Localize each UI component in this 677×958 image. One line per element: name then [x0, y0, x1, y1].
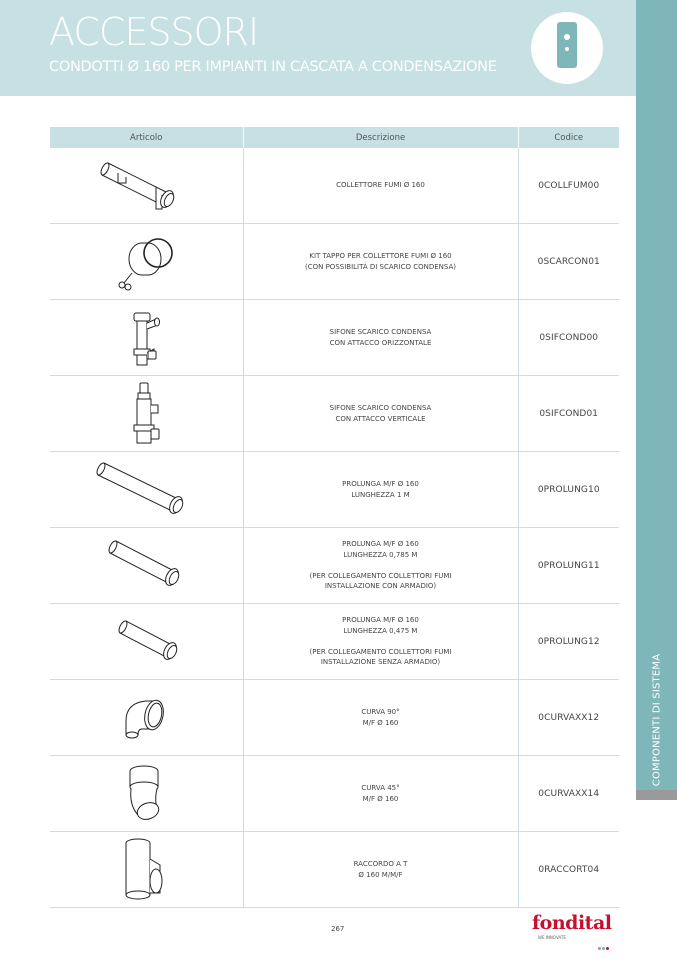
brand-dots-icon	[598, 935, 610, 954]
article-image-cell	[50, 756, 243, 832]
description-cell: COLLETTORE FUMI Ø 160	[243, 148, 518, 224]
code-cell: 0RACCORT04	[518, 832, 619, 908]
table-row	[50, 452, 619, 528]
article-image-cell	[50, 452, 243, 528]
siphon-horizontal-icon	[96, 303, 196, 373]
flue-collector-icon	[96, 151, 196, 221]
table-row	[50, 680, 619, 756]
article-image-cell	[50, 376, 243, 452]
extension-pipe-long-icon	[96, 455, 196, 525]
section-tab-label: COMPONENTI DI SISTEMA	[651, 653, 662, 787]
table-row	[50, 604, 619, 680]
page-number: 267	[331, 925, 345, 933]
boiler-unit-icon	[531, 12, 603, 84]
description-cell: CURVA 45° M/F Ø 160	[243, 756, 518, 832]
code-cell: 0PROLUNG11	[518, 528, 619, 604]
accessories-table	[50, 127, 619, 908]
article-image-cell	[50, 300, 243, 376]
page-title: ACCESSORI	[49, 10, 259, 54]
extension-pipe-medium-icon	[96, 531, 196, 601]
brand-logo	[532, 912, 612, 940]
code-cell: 0CURVAXX12	[518, 680, 619, 756]
extension-pipe-short-icon	[96, 607, 196, 677]
table-row	[50, 148, 619, 224]
code-cell: 0SIFCOND01	[518, 376, 619, 452]
brand-wordmark: fondital	[532, 912, 612, 934]
article-image-cell	[50, 528, 243, 604]
section-tab	[636, 650, 677, 790]
description-cell: RACCORDO A T Ø 160 M/M/F	[243, 832, 518, 908]
siphon-vertical-icon	[96, 379, 196, 449]
column-header-codice: Codice	[518, 127, 619, 148]
description-cell: PROLUNGA M/F Ø 160 LUNGHEZZA 1 M	[243, 452, 518, 528]
elbow-45-icon	[96, 759, 196, 829]
table-row	[50, 528, 619, 604]
code-cell: 0COLLFUM00	[518, 148, 619, 224]
sidebar-band-end	[636, 790, 677, 800]
code-cell: 0SCARCON01	[518, 224, 619, 300]
code-cell: 0PROLUNG10	[518, 452, 619, 528]
page-header	[0, 0, 636, 96]
page-subtitle: CONDOTTI Ø 160 PER IMPIANTI IN CASCATA A CONDENSAZIONE	[49, 59, 497, 75]
article-image-cell	[50, 680, 243, 756]
description-cell: CURVA 90° M/F Ø 160	[243, 680, 518, 756]
brand-tagline: WE INNOVATE	[538, 935, 566, 940]
table-row	[50, 224, 619, 300]
code-cell: 0CURVAXX14	[518, 756, 619, 832]
table-header-row	[50, 127, 619, 148]
code-cell: 0SIFCOND00	[518, 300, 619, 376]
description-cell: PROLUNGA M/F Ø 160 LUNGHEZZA 0,475 M (PER COLLEGAMENTO COLLETTORI FUMI INSTALLAZIONE SENZA ARMADIO)	[243, 604, 518, 680]
column-header-descrizione: Descrizione	[243, 127, 518, 148]
code-cell: 0PROLUNG12	[518, 604, 619, 680]
description-cell: KIT TAPPO PER COLLETTORE FUMI Ø 160 (CON POSSIBILITÀ DI SCARICO CONDENSA)	[243, 224, 518, 300]
elbow-90-icon	[96, 683, 196, 753]
column-header-articolo: Articolo	[50, 127, 243, 148]
table-row	[50, 376, 619, 452]
article-image-cell	[50, 224, 243, 300]
description-cell: PROLUNGA M/F Ø 160 LUNGHEZZA 0,785 M (PER COLLEGAMENTO COLLETTORI FUMI INSTALLAZIONE CON ARMADIO)	[243, 528, 518, 604]
collector-cap-kit-icon	[96, 227, 196, 297]
table-row	[50, 756, 619, 832]
description-cell: SIFONE SCARICO CONDENSA CON ATTACCO VERTICALE	[243, 376, 518, 452]
description-cell: SIFONE SCARICO CONDENSA CON ATTACCO ORIZZONTALE	[243, 300, 518, 376]
table-row	[50, 832, 619, 908]
tee-fitting-icon	[96, 835, 196, 905]
table-row	[50, 300, 619, 376]
article-image-cell	[50, 148, 243, 224]
article-image-cell	[50, 604, 243, 680]
article-image-cell	[50, 832, 243, 908]
